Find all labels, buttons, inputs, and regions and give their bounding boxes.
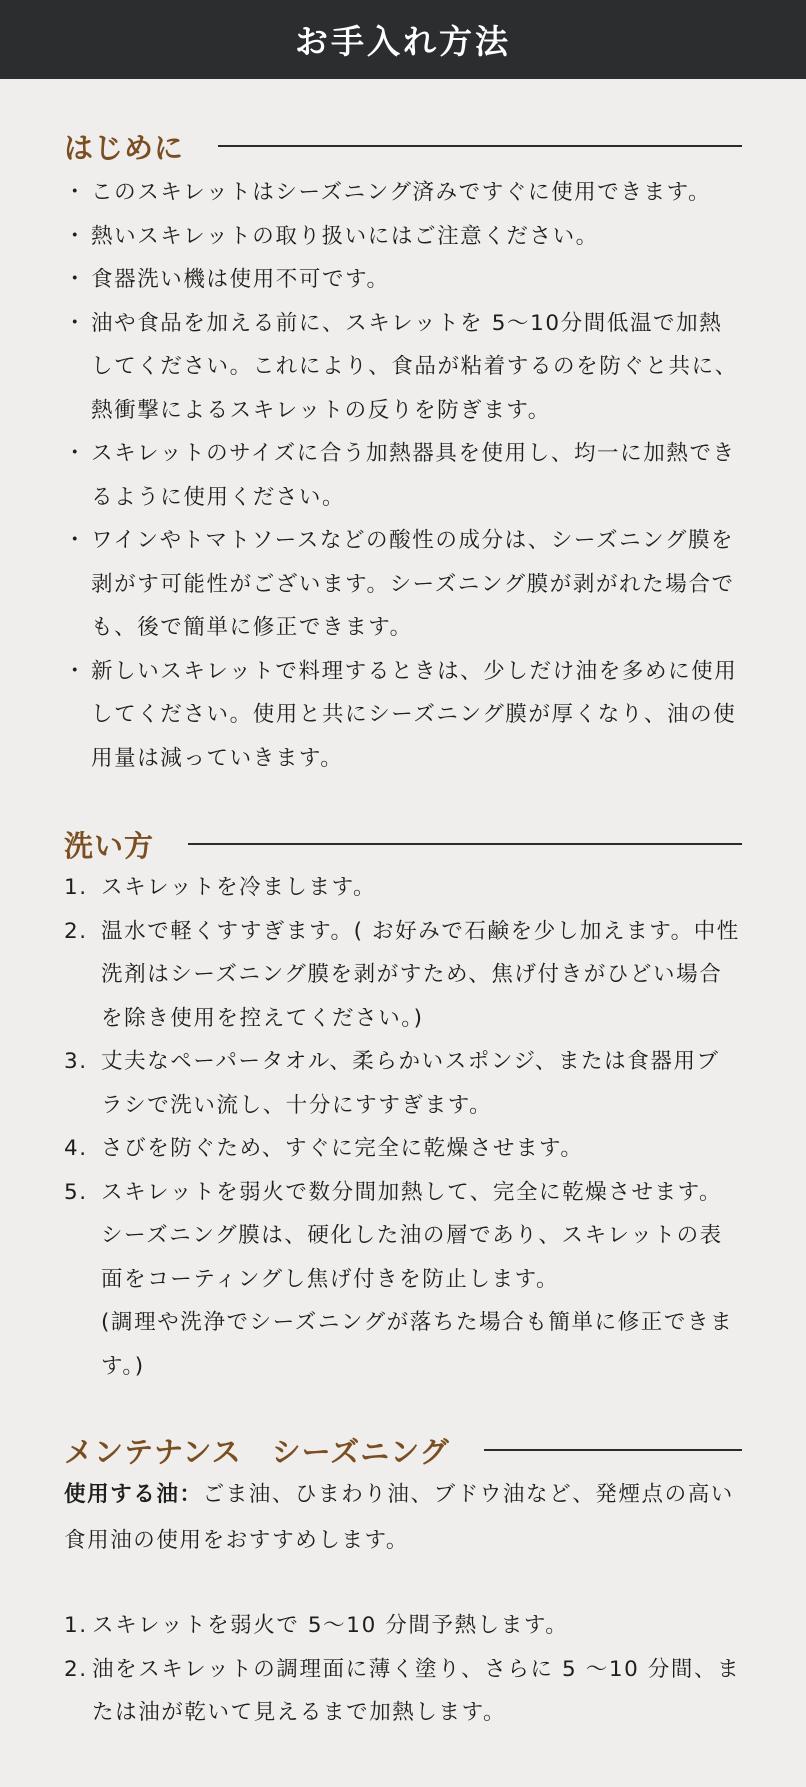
- oil-text: ごま油、ひまわり油、ブドウ油など、発煙点の高い食用油の使用をおすすめします。: [64, 1482, 734, 1553]
- bullet-mark: ・: [64, 528, 88, 553]
- step-number: 1.: [64, 1613, 88, 1638]
- bullet-mark: ・: [64, 267, 88, 292]
- oil-recommendation: [64, 1472, 742, 1564]
- bullet-mark: ・: [64, 180, 88, 205]
- intro-title: はじめに: [64, 130, 185, 165]
- list-item: ・ 油や食品を加える前に、スキレットを 5〜10分間低温で加熱してください。これにより、食品が粘着するのを防ぐと共に、熱衝撃によるスキレットの反りを防ぎます。: [64, 302, 742, 433]
- maintenance-heading: [64, 1428, 742, 1472]
- seasoning-steps: [64, 1604, 742, 1735]
- oil-label: 使用する油：: [64, 1482, 203, 1507]
- step-item: 1. スキレットを冷まします。: [64, 866, 742, 910]
- washing-heading: [64, 822, 742, 866]
- bullet-mark: ・: [64, 658, 88, 684]
- list-item: ・ スキレットのサイズに合う加熱器具を使用し、均一に加熱できるように使用ください。: [64, 432, 742, 519]
- step-number: 2.: [64, 918, 88, 944]
- list-item: ・ 新しいスキレットで料理するときは、少しだけ油を多めに使用してください。使用と共にシーズニング膜が厚くなり、油の使用量は減っていきます。: [64, 650, 742, 781]
- bullet-mark: ・: [64, 223, 88, 249]
- section-divider: [484, 1449, 742, 1451]
- step-number: 5.: [64, 1179, 88, 1205]
- step-number: 4.: [64, 1136, 88, 1161]
- list-item: ・ ワインやトマトソースなどの酸性の成分は、シーズニング膜を剥がす可能性がございます。シーズニング膜が剥がれた場合でも、後で簡単に修正できます。: [64, 519, 742, 650]
- maintenance-title: メンテナンス シーズニング: [64, 1434, 450, 1469]
- step-item: 5. スキレットを弱火で数分間加熱して、完全に乾燥させます。シーズニング膜は、硬化した油の層であり、スキレットの表面をコーティングし焦げ付きを防止します。 (調理や洗浄でシーズニングが落ちた場合も簡単に修正できます。): [64, 1171, 742, 1389]
- intro-list: [64, 171, 742, 780]
- step-item: 1. スキレットを弱火で 5〜10 分間予熱します。: [64, 1604, 742, 1648]
- page-title: お手入れ方法: [295, 22, 511, 61]
- list-item: ・ このスキレットはシーズニング済みですぐに使用できます。: [64, 171, 742, 215]
- step-item: 2. 温水で軽くすすぎます。( お好みで石鹸を少し加えます。中性洗剤はシーズニング膜を剥がすため、焦げ付きがひどい場合を除き使用を控えてください。): [64, 910, 742, 1041]
- list-item: ・ 食器洗い機は使用不可です。: [64, 258, 742, 302]
- section-divider: [188, 843, 742, 845]
- step-number: 1.: [64, 875, 88, 900]
- page-header: [0, 0, 806, 79]
- step-item: 2. 油をスキレットの調理面に薄く塗り、さらに 5 〜10 分間、または油が乾いて見えるまで加熱します。: [64, 1648, 742, 1735]
- step-note: (調理や洗浄でシーズニングが落ちた場合も簡単に修正できます。): [101, 1310, 734, 1379]
- care-instructions: [0, 124, 806, 1735]
- bullet-mark: ・: [64, 310, 88, 336]
- intro-heading: [64, 124, 742, 168]
- washing-steps: [64, 866, 742, 1388]
- bullet-mark: ・: [64, 441, 88, 466]
- section-divider: [218, 145, 742, 147]
- step-number: 2.: [64, 1656, 88, 1682]
- step-item: 4. さびを防ぐため、すぐに完全に乾燥させます。: [64, 1127, 742, 1171]
- step-item: 3. 丈夫なペーパータオル、柔らかいスポンジ、または食器用ブラシで洗い流し、十分にすすぎます。: [64, 1040, 742, 1127]
- washing-title: 洗い方: [64, 828, 155, 863]
- step-number: 3.: [64, 1049, 88, 1074]
- list-item: ・ 熱いスキレットの取り扱いにはご注意ください。: [64, 215, 742, 259]
